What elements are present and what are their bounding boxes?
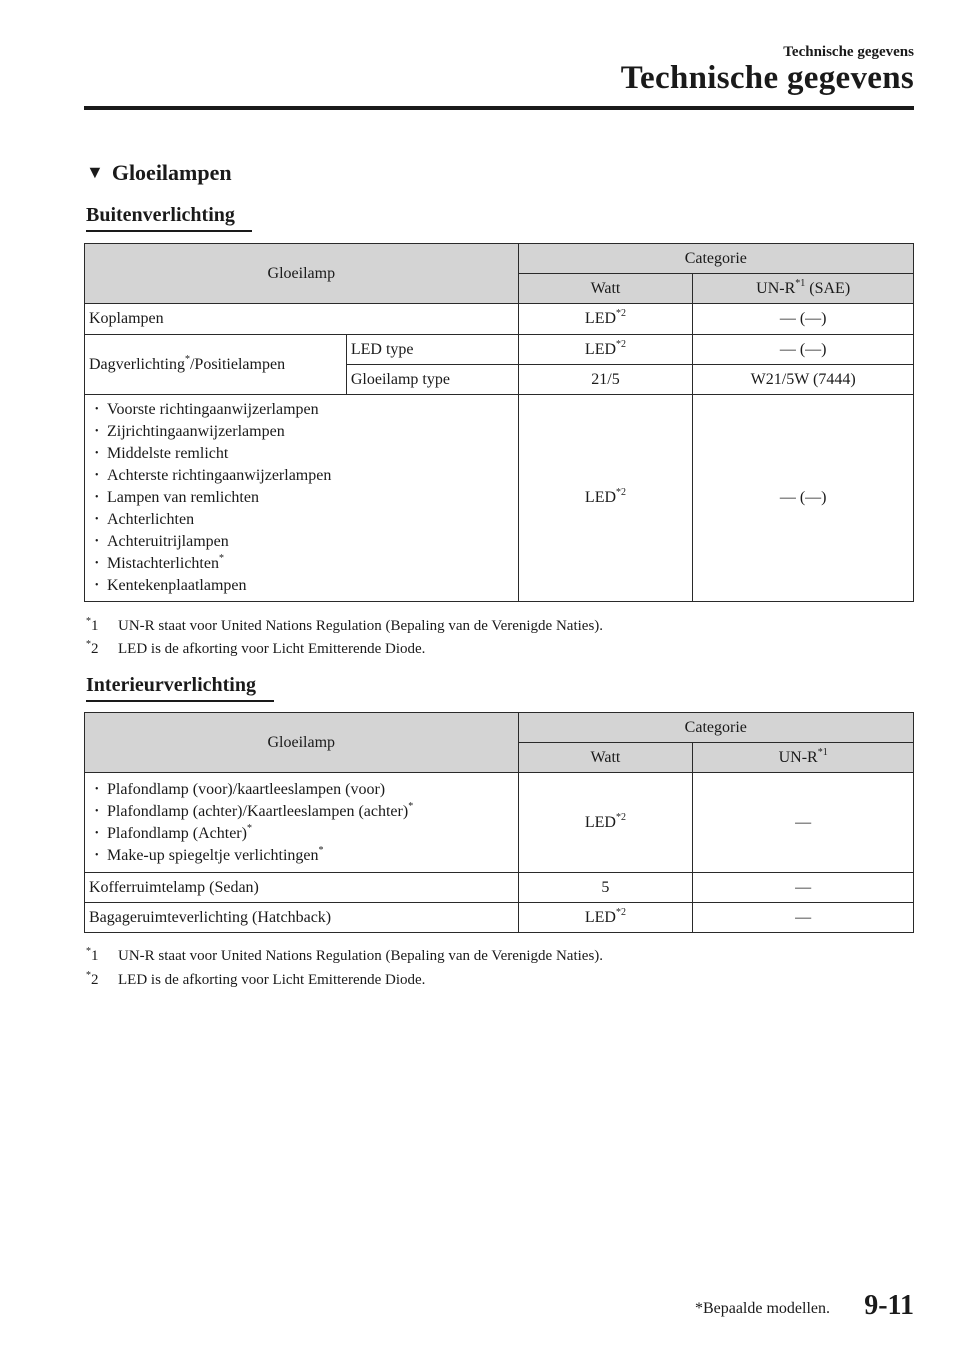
table-row xyxy=(85,873,914,903)
col-header-unr: $UN-R^{*1}$ (SAE) xyxy=(693,274,914,304)
watt-cell: LED$^{*2}$ xyxy=(518,304,693,335)
watt-cell: 5 xyxy=(518,873,693,903)
table-row xyxy=(85,304,914,335)
footer-note: *Bepaalde modellen. xyxy=(694,1300,830,1317)
watt-cell: LED$^{*2}$ xyxy=(518,903,693,933)
col-header-categorie: Categorie xyxy=(518,713,913,743)
table-row xyxy=(85,773,914,873)
col-header-gloeilamp: Gloeilamp xyxy=(85,244,519,304)
table-row xyxy=(85,335,914,365)
subtitle-exterior: Buitenverlichting xyxy=(86,204,235,226)
row-label: Koplampen xyxy=(85,304,519,335)
list-item: • Middelste remlicht xyxy=(89,443,514,465)
section-title-text: Gloeilampen xyxy=(111,160,232,185)
watt-cell: 21/5 xyxy=(518,365,693,395)
page-number: 9-11 xyxy=(864,1290,914,1321)
unr-cell: — (—) xyxy=(693,304,914,335)
list-item: • Plafondlamp (voor)/kaartleeslampen (voor) xyxy=(89,779,514,801)
header-rule xyxy=(84,106,914,110)
col-header-watt: Watt xyxy=(518,274,693,304)
subtitle-underline xyxy=(86,230,252,232)
unr-cell: — xyxy=(693,903,914,933)
list-item: • Plafondlamp (achter)/Kaartleeslampen (achter)* xyxy=(89,801,514,823)
lamp-list-cell xyxy=(85,395,519,602)
unr-cell: — (—) xyxy=(693,395,914,602)
triangle-down-icon: ▼ xyxy=(86,162,104,182)
list-item: • Plafondlamp (Achter)* xyxy=(89,823,514,845)
running-header: Technische gegevens xyxy=(783,44,914,60)
list-item: • Kentekenplaatlampen xyxy=(89,575,514,597)
col-header-watt: Watt xyxy=(518,743,693,773)
type-cell: Gloeilamp type xyxy=(346,365,518,395)
unr-cell: — xyxy=(693,873,914,903)
col-header-unr: $UN-R^{*1}$ xyxy=(693,743,914,773)
unr-cell: W21/5W (7444) xyxy=(693,365,914,395)
list-item: • Achterste richtingaanwijzerlampen xyxy=(89,465,514,487)
table-row xyxy=(85,395,914,602)
type-cell: LED type xyxy=(346,335,518,365)
footnote: *1 UN-R staat voor United Nations Regulation (Bepaling van de Verenigde Naties). xyxy=(86,616,604,634)
watt-cell: LED$^{*2}$ xyxy=(518,773,693,873)
list-item: • Achteruitrijlampen xyxy=(89,531,514,553)
col-header-categorie: Categorie xyxy=(518,244,913,274)
list-item: • Lampen van remlichten xyxy=(89,487,514,509)
subtitle-underline xyxy=(86,700,274,702)
watt-cell: LED$^{*2}$ xyxy=(518,395,693,602)
row-label: Bagageruimteverlichting (Hatchback) xyxy=(85,903,519,933)
list-item: • Make-up spiegeltje verlichtingen* xyxy=(89,845,514,867)
exterior-table xyxy=(84,243,914,602)
row-label: Dagverlichting*/Positielampen xyxy=(85,335,347,395)
interior-table xyxy=(84,712,914,933)
row-label: Kofferruimtelamp (Sedan) xyxy=(85,873,519,903)
footnote: *2 LED is de afkorting voor Licht Emitterende Diode. xyxy=(86,970,426,988)
list-item: • Achterlichten xyxy=(89,509,514,531)
chapter-title: Technische gegevens xyxy=(620,60,914,96)
col-header-gloeilamp: Gloeilamp xyxy=(85,713,519,773)
footnote: *2 LED is de afkorting voor Licht Emitterende Diode. xyxy=(86,639,426,657)
list-item: • Voorste richtingaanwijzerlampen xyxy=(89,399,514,421)
watt-cell: LED$^{*2}$ xyxy=(518,335,693,365)
unr-cell: — (—) xyxy=(693,335,914,365)
section-title xyxy=(86,160,232,186)
unr-cell: — xyxy=(693,773,914,873)
footnote: *1 UN-R staat voor United Nations Regulation (Bepaling van de Verenigde Naties). xyxy=(86,946,604,964)
subtitle-interior: Interieurverlichting xyxy=(86,674,256,696)
table-row xyxy=(85,903,914,933)
lamp-list-cell xyxy=(85,773,519,873)
list-item: • Mistachterlichten* xyxy=(89,553,514,575)
list-item: • Zijrichtingaanwijzerlampen xyxy=(89,421,514,443)
